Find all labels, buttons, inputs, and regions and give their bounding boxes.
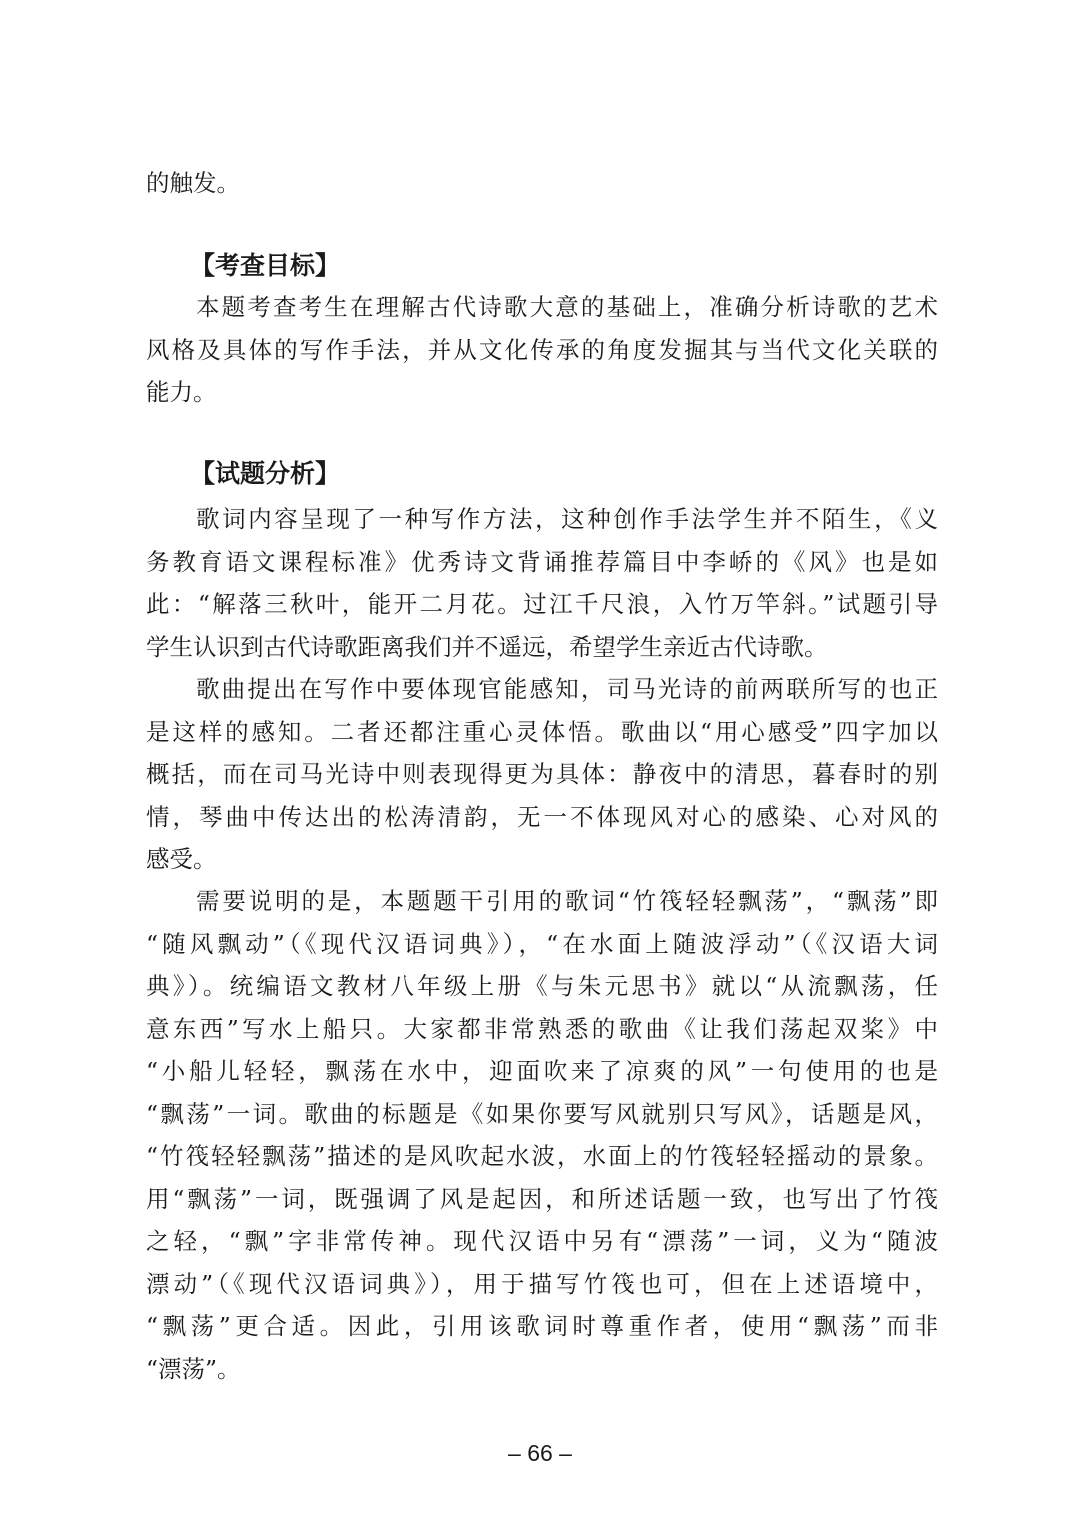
intro-text <box>146 162 938 205</box>
analysis-paragraph-1 <box>146 498 938 668</box>
paragraph-line: 情，琴曲中传达出的松涛清韵，无一不体现风对心的感染、心对风的 <box>146 802 938 831</box>
paragraph-line: 此：“解落三秋叶，能开二月花。过江千尺浪，入竹万竿斜。”试题引导 <box>146 590 938 618</box>
paragraph-line: 歌词内容呈现了一种写作方法，这种创作手法学生并不陌生，《义 <box>196 505 938 533</box>
goal-line: 风格及具体的写作手法，并从文化传承的角度发掘其与当代文化关联的 <box>146 335 938 364</box>
paragraph-line: 歌曲提出在写作中要体现官能感知，司马光诗的前两联所写的也正 <box>196 675 938 703</box>
goal-line: 本题考查考生在理解古代诗歌大意的基础上，准确分析诗歌的艺术 <box>196 293 938 321</box>
paragraph-line: 需要说明的是，本题题干引用的歌词“竹筏轻轻飘荡”，“飘荡”即 <box>196 887 938 915</box>
intro-line: 的触发。 <box>146 169 240 197</box>
analysis-paragraph-2 <box>146 668 938 881</box>
goal-line: 能力。 <box>146 378 217 406</box>
paragraph-line: 务教育语文课程标准》优秀诗文背诵推荐篇目中李峤的《风》也是如 <box>146 547 938 576</box>
goal-paragraph <box>146 286 938 414</box>
paragraph-line: 之轻，“飘”字非常传神。现代汉语中另有“漂荡”一词，义为“随波 <box>146 1227 938 1255</box>
paragraph-line: “随风飘动”（《现代汉语词典》），“在水面上随波浮动”（《汉语大词 <box>146 929 938 958</box>
page-number: – 66 – <box>508 1440 572 1466</box>
paragraph-line: 是这样的感知。二者还都注重心灵体悟。歌曲以“用心感受”四字加以 <box>146 717 938 746</box>
paragraph-line: 感受。 <box>146 845 217 873</box>
analysis-paragraph-3 <box>146 880 938 1390</box>
paragraph-line: “飘荡”更合适。因此，引用该歌词时尊重作者，使用“飘荡”而非 <box>146 1312 938 1340</box>
paragraph-line: 概括，而在司马光诗中则表现得更为具体：静夜中的清思，暮春时的别 <box>146 760 938 788</box>
paragraph-line: 漂动”（《现代汉语词典》），用于描写竹筏也可，但在上述语境中， <box>146 1269 938 1298</box>
paragraph-line: “飘荡”一词。歌曲的标题是《如果你要写风就别只写风》，话题是风， <box>146 1099 938 1128</box>
paragraph-line: 典》）。统编语文教材八年级上册《与朱元思书》就以“从流飘荡，任 <box>146 972 938 1000</box>
paragraph-line: 意东西”写水上船只。大家都非常熟悉的歌曲《让我们荡起双桨》中 <box>146 1014 938 1043</box>
section-heading-goal: 【考查目标】 <box>190 251 341 280</box>
paragraph-line: 学生认识到古代诗歌距离我们并不遥远，希望学生亲近古代诗歌。 <box>146 632 828 661</box>
paragraph-line: “漂荡”。 <box>146 1354 241 1383</box>
paragraph-line: 用“飘荡”一词，既强调了风是起因，和所述话题一致，也写出了竹筏 <box>146 1184 938 1213</box>
section-heading-analysis: 【试题分析】 <box>190 459 341 488</box>
paragraph-line: “小船儿轻轻，飘荡在水中，迎面吹来了凉爽的风”一句使用的也是 <box>146 1057 938 1085</box>
paragraph-line: “竹筏轻轻飘荡”描述的是风吹起水波，水面上的竹筏轻轻摇动的景象。 <box>146 1142 938 1170</box>
